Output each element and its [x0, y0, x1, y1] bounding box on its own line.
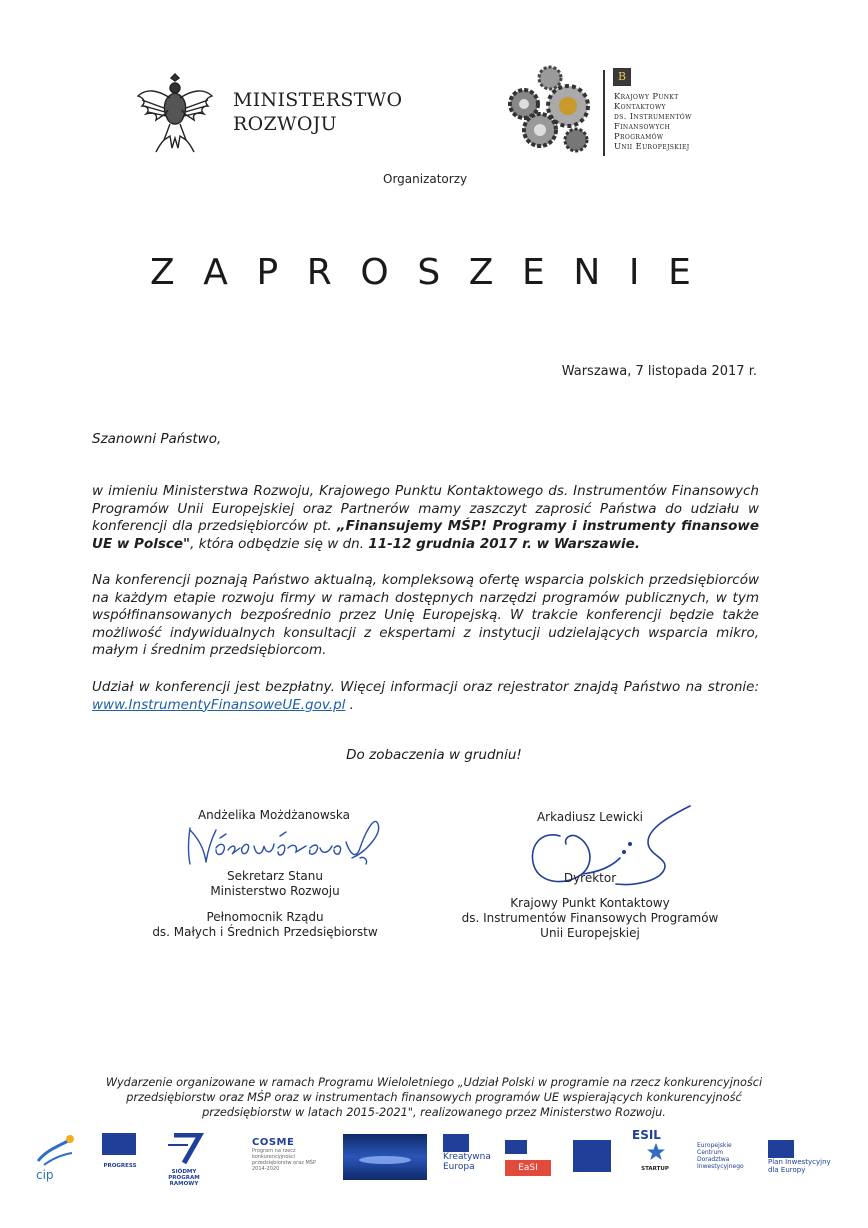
- eu-flag-icon: [102, 1133, 136, 1155]
- eu-flag-icon: [768, 1140, 794, 1158]
- invitation-title: ZAPROSZENIE: [150, 252, 720, 293]
- progress-logo-text: PROGRESS: [103, 1163, 137, 1169]
- eu-program-banner: [343, 1134, 427, 1180]
- eu-flag-icon: [505, 1140, 527, 1154]
- kp-logo-badge: B: [613, 68, 631, 86]
- cosme-logo-title: COSME: [252, 1137, 295, 1148]
- right-signatory-organization: [450, 896, 730, 941]
- p3-text-end: .: [345, 696, 354, 713]
- progress-logo: [102, 1133, 138, 1181]
- cosme-logo-subtitle: Program na rzecz konkurencyjności przedsiębiorstw oraz MŚP 2014-2020: [252, 1148, 316, 1172]
- kp-line: Krajowy Punkt: [614, 91, 679, 101]
- easi-logo: [505, 1140, 555, 1180]
- kp-line: ds. Instrumentów: [614, 111, 692, 121]
- left-role-line2: ds. Małych i Średnich Przedsiębiorstw: [152, 925, 378, 939]
- kreatywna-europa-text: [443, 1152, 489, 1172]
- p1-text-cont: , która odbędzie się w dn.: [190, 535, 369, 552]
- paragraph-details: Na konferencji poznają Państwo aktualną, kompleksową ofertę wsparcia polskich przedsiębiorców na każdym etapie rozwoju firmy w ramach dostępnych narzędzi programów publicznych, w tym współfinansowanych bezpośrednio przez Unię Europejską. W trakcie konferencji będzie także możliwość indywidualnych konsultacji z ekspertami z instytucji udzielających wsparcia mikro, małym i średnim przedsiębiorcom.: [92, 572, 759, 658]
- right-org-line2: ds. Instrumentów Finansowych Programów: [461, 911, 719, 925]
- p1-text: w imieniu Ministerstwa Rozwoju, Krajowego Punktu Kontaktowego ds. Instrumentów Finansowych Programów Unii Europejskiej oraz Partnerów mamy zaszczyt zaprosić Państwa do udziału w konferencji dla przedsiębiorców pt.: [92, 483, 759, 534]
- eiah-logo: [697, 1142, 759, 1182]
- kp-institution-name: [614, 91, 692, 151]
- organizers-label: Organizatorzy: [383, 172, 468, 186]
- eiah-line4: Inwestycyjnego: [697, 1163, 744, 1170]
- conference-date-place: 11-12 grudnia 2017 r. w Warszawie.: [368, 535, 640, 552]
- kreatywna-europa-logo: [443, 1134, 489, 1182]
- easi-logo-text: EaSI: [505, 1160, 551, 1176]
- paragraph-registration: [92, 679, 759, 714]
- seventh-framework-logo: [160, 1133, 208, 1187]
- eiah-line1: Europejskie: [697, 1142, 732, 1149]
- plan-inwestycyjny-logo: [768, 1140, 834, 1184]
- paragraph-invitation: [92, 483, 759, 553]
- kp-line: Kontaktowy: [614, 101, 666, 111]
- seventh-framework-text: SIÓDMY PROGRAM RAMOWY: [168, 1169, 200, 1187]
- plan-line1: Plan Inwestycyjny: [768, 1158, 831, 1166]
- salutation: Szanowni Państwo,: [92, 431, 222, 447]
- kp-line: Programów: [614, 131, 664, 141]
- ministry-name: [233, 88, 402, 136]
- right-signatory-position: Dyrektor: [563, 871, 617, 885]
- left-handwritten-signature: [160, 808, 400, 878]
- left-role-line1: Pełnomocnik Rządu: [206, 910, 324, 924]
- eiah-line2: Centrum: [697, 1149, 724, 1156]
- gears-logo: [506, 64, 596, 156]
- cip-logo: [30, 1131, 88, 1183]
- right-org-line1: Krajowy Punkt Kontaktowy: [510, 896, 670, 910]
- plan-line2: dla Europy: [768, 1166, 806, 1174]
- startup-europe-text: STARTUP: [641, 1166, 669, 1172]
- left-signatory-position: [150, 869, 400, 899]
- eiah-line3: Doradztwa: [697, 1156, 730, 1163]
- ministry-name-line2: ROZWOJU: [233, 113, 337, 135]
- left-position-line2: Ministerstwo Rozwoju: [210, 884, 340, 898]
- eu-flag-logo: [573, 1140, 611, 1172]
- right-signatory-name: Arkadiusz Lewicki: [536, 810, 644, 824]
- header-divider: [603, 70, 605, 156]
- left-signatory-name: Andżelika Możdżanowska: [197, 808, 351, 822]
- p3-text: Udział w konferencji jest bezpłatny. Więcej informacji oraz rejestrator znajdą Państwo na stronie:: [92, 679, 759, 695]
- conference-title: „Finansujemy MŚP! Programy i instrumenty finansowe UE w Polsce": [92, 518, 759, 552]
- esil-logo-text: ESIL: [632, 1128, 661, 1142]
- cip-logo-text: cip: [36, 1168, 54, 1182]
- left-position-line1: Sekretarz Stanu: [227, 869, 323, 883]
- letter-date: Warszawa, 7 listopada 2017 r.: [561, 364, 757, 379]
- ministry-name-line1: MINISTERSTWO: [233, 89, 403, 111]
- kp-line: Unii Europejskiej: [614, 141, 690, 151]
- right-org-line3: Unii Europejskiej: [540, 926, 640, 940]
- left-signatory-role: [130, 910, 400, 940]
- footer-program-note: Wydarzenie organizowane w ramach Programu Wieloletniego „Udział Polski w programie na rzecz konkurencyjności przedsiębiorstw oraz MŚP oraz w instrumentach finansowych programów UE wspierających konkurencyjność przedsiębiorstw w latach 2015-2021", realizowanego przez Ministerstwo Rozwoju.: [105, 1076, 763, 1119]
- cosme-logo: [252, 1137, 328, 1177]
- kreatywna-line2: Europa: [443, 1162, 475, 1172]
- kreatywna-line1: Kreatywna: [443, 1152, 491, 1162]
- kp-line: Finansowych: [614, 121, 671, 131]
- esil-startup-europe-logo: [632, 1128, 682, 1188]
- closing-line: Do zobaczenia w grudniu!: [346, 747, 522, 763]
- registration-link[interactable]: www.InstrumentyFinansoweUE.gov.pl: [92, 696, 346, 713]
- plan-inwestycyjny-text: [768, 1158, 834, 1174]
- eu-flag-icon: [443, 1134, 469, 1152]
- polish-eagle-emblem: [134, 68, 216, 158]
